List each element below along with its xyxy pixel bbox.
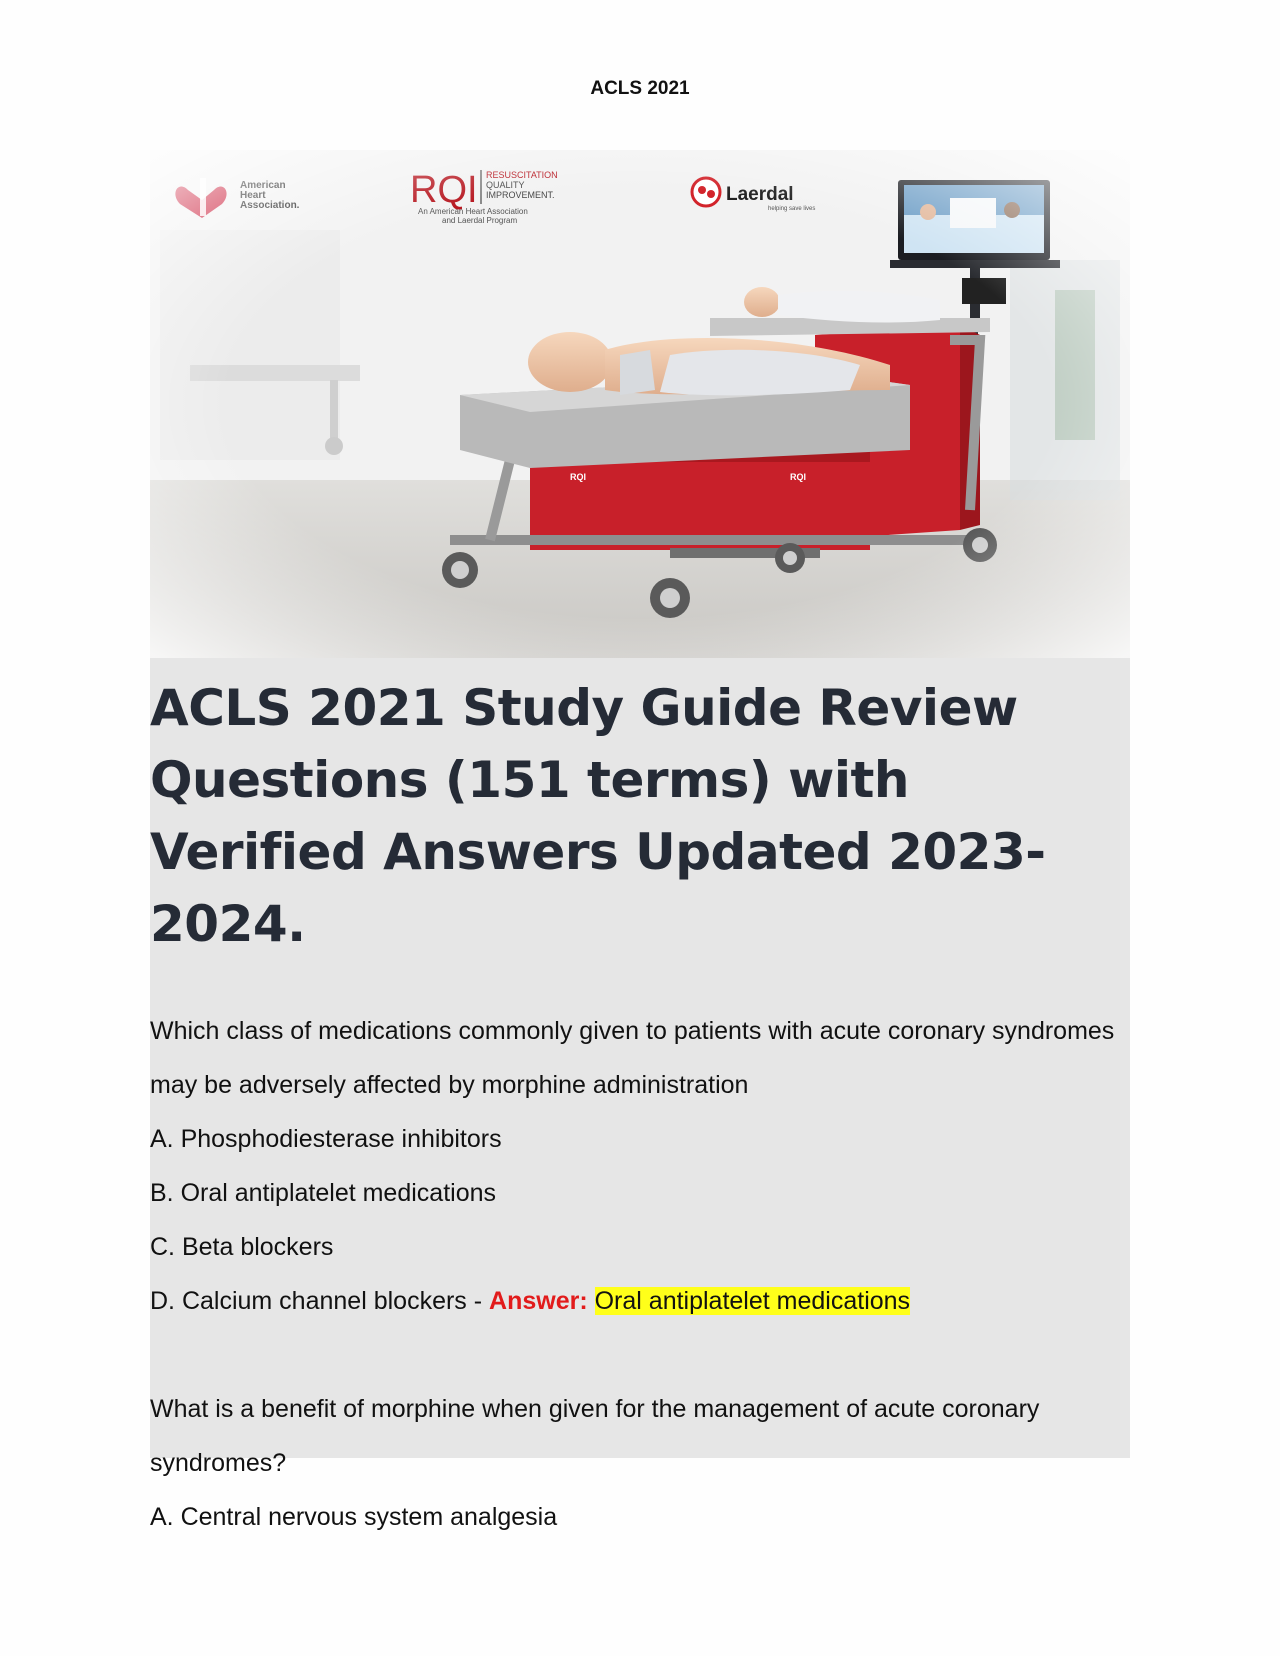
option-a: A. Phosphodiesterase inhibitors (150, 1125, 502, 1153)
content-panel (150, 150, 1130, 1531)
answer-text: Oral antiplatelet medications (594, 1287, 911, 1315)
page-header: ACLS 2021 (590, 78, 690, 99)
spacer (150, 1328, 1130, 1382)
option-d: D. Calcium channel blockers - (150, 1287, 490, 1315)
question-text: Which class of medications commonly given to patients with acute coronary syndromes may be adversely affected by morphine administration (150, 1017, 1115, 1099)
question-block (150, 1004, 1130, 1328)
question-text: What is a benefit of morphine when given for the management of acute coronary syndromes? (150, 1395, 1040, 1477)
option-d-line (150, 1274, 1130, 1328)
question-block (150, 1382, 1130, 1544)
option-a: A. Central nervous system analgesia (150, 1503, 558, 1531)
rqi-cart-photo (150, 150, 1130, 658)
answer-label: Answer: (489, 1287, 588, 1315)
option-c: C. Beta blockers (150, 1233, 334, 1261)
hero-image (150, 150, 1130, 658)
qa-section (150, 1004, 1130, 1544)
document-title: ACLS 2021 Study Guide Review Questions (151 terms) with Verified Answers Updated 2023-2024. (150, 679, 1046, 953)
option-b: B. Oral antiplatelet medications (150, 1179, 497, 1207)
